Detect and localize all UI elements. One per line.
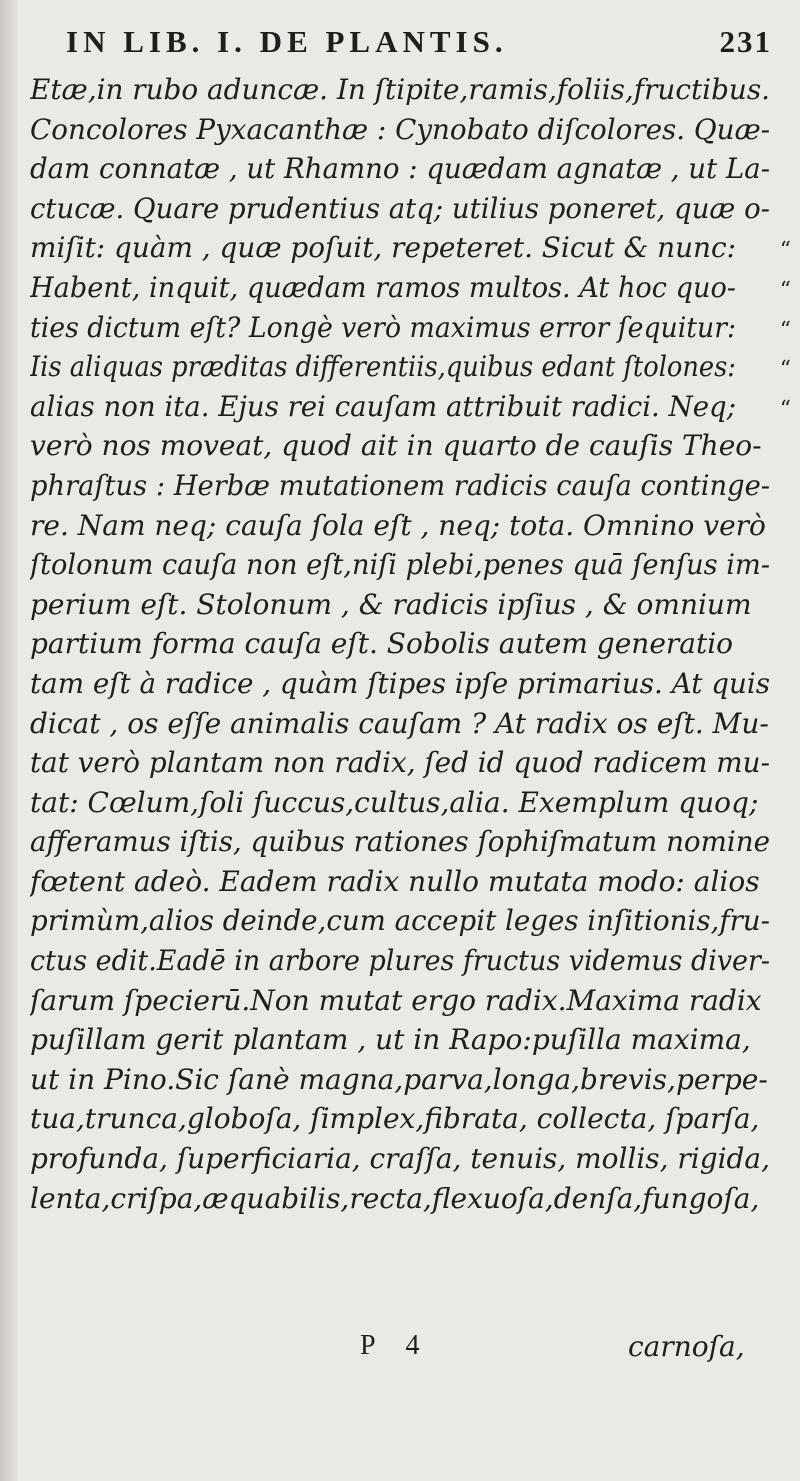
text-line: [30, 387, 790, 427]
line-text: Habent, inquit, quædam ramos multos. At hoc quo-: [30, 270, 736, 304]
text-line: [30, 347, 790, 387]
text-line: [30, 426, 790, 466]
body-text: [30, 70, 790, 1218]
text-line: [30, 822, 790, 862]
text-line: [30, 1139, 790, 1179]
text-line: [30, 1179, 790, 1219]
text-line: [30, 624, 790, 664]
line-text: tam eſt à radice , quàm ſtipes ipſe primarius. At quis: [30, 666, 771, 700]
text-line: [30, 901, 790, 941]
text-line: [30, 664, 790, 704]
line-text: ctucæ. Quare prudentius atq; utilius poneret, quæ o-: [30, 191, 770, 225]
page-footer: [0, 1330, 800, 1370]
text-line: [30, 70, 790, 110]
line-text: phraſtus : Herbæ mutationem radicis cauſa continge-: [30, 468, 771, 502]
line-text: alias non ita. Ejus rei cauſam attribuit radici. Neq;: [30, 389, 736, 423]
line-text: miſit: quàm , quæ poſuit, repeteret. Sicut & nunc:: [30, 231, 737, 265]
line-text: puſillam gerit plantam , ut in Rapo:puſilla maxima,: [30, 1023, 751, 1057]
line-text: Concolores Pyxacanthæ : Cynobato diſcolores. Quæ-: [30, 112, 771, 146]
text-line: [30, 228, 790, 268]
line-text: afferamus iſtis, quibus rationes ſophiſmatum nomine: [30, 825, 771, 859]
line-text: re. Nam neq; cauſa ſola eſt , neq; tota. Omnino verò: [30, 508, 766, 542]
quote-marker: “: [779, 238, 790, 264]
text-line: [30, 545, 790, 585]
quote-marker: “: [779, 317, 790, 343]
line-text: Iis aliquas præditas differentiis,quibus edant ſtolones:: [30, 350, 736, 384]
line-text: dicat , os eſſe animalis cauſam ? At radix os eſt. Mu-: [30, 706, 769, 740]
line-text: lenta,criſpa,æquabilis,recta,flexuoſa,denſa,fungoſa,: [30, 1181, 760, 1215]
running-head: [66, 24, 772, 64]
text-line: [30, 704, 790, 744]
line-text: ties dictum eſt? Longè verò maximus error ſequitur:: [30, 310, 737, 344]
line-text: perium eſt. Stolonum , & radicis ipſius , & omnium: [30, 587, 752, 621]
text-line: [30, 308, 790, 348]
text-line: [30, 981, 790, 1021]
line-text: ut in Pino.Sic ſanè magna,parva,longa,brevis,perpe-: [30, 1062, 768, 1096]
text-line: [30, 1060, 790, 1100]
text-line: [30, 585, 790, 625]
line-text: ſtolonum cauſa non eſt,niſi plebi,penes quā ſenſus im-: [30, 548, 771, 582]
line-text: tat: Cœlum,ſoli ſuccus,cultus,alia. Exemplum quoq;: [30, 785, 759, 819]
text-line: [30, 743, 790, 783]
text-line: [30, 783, 790, 823]
text-line: [30, 506, 790, 546]
line-text: dam connatæ , ut Rhamno : quædam agnatæ , ut La-: [30, 152, 771, 186]
binding-gutter: [0, 0, 18, 1481]
signature-mark: P 4: [360, 1330, 432, 1361]
text-line: [30, 862, 790, 902]
line-text: Etæ,in rubo aduncæ. In ſtipite,ramis,foliis,fructibus.: [30, 73, 771, 106]
catchword: carnoſa,: [628, 1330, 745, 1363]
line-text: primùm,alios deinde,cum accepit leges inſitionis,fru-: [30, 904, 770, 938]
line-text: fœtent adeò. Eadem radix nullo mutata modo: alios: [30, 864, 760, 898]
page-number: 231: [719, 24, 772, 59]
text-line: [30, 466, 790, 506]
text-line: [30, 268, 790, 308]
text-line: [30, 1099, 790, 1139]
running-title: IN LIB. I. DE PLANTIS.: [66, 24, 508, 59]
quote-marker: “: [779, 396, 790, 422]
text-line: [30, 941, 790, 981]
text-line: [30, 189, 790, 229]
line-text: profunda, ſuperficiaria, craſſa, tenuis, mollis, rigida,: [30, 1142, 770, 1176]
line-text: partium forma cauſa eſt. Sobolis autem generatio: [30, 627, 734, 661]
quote-marker: “: [779, 357, 790, 383]
text-line: [30, 110, 790, 150]
text-line: [30, 1020, 790, 1060]
line-text: verò nos moveat, quod ait in quarto de cauſis Theo-: [30, 429, 762, 463]
text-line: [30, 149, 790, 189]
line-text: tat verò plantam non radix, ſed id quod radicem mu-: [30, 746, 770, 780]
line-text: tua,trunca,globoſa, ſimplex,fibrata, collecta, ſparſa,: [30, 1102, 760, 1136]
quote-marker: “: [779, 277, 790, 303]
line-text: ſarum ſpecierū.Non mutat ergo radix.Maxima radix: [30, 983, 762, 1017]
line-text: ctus edit.Eadē in arbore plures fructus videmus diver-: [30, 944, 770, 978]
